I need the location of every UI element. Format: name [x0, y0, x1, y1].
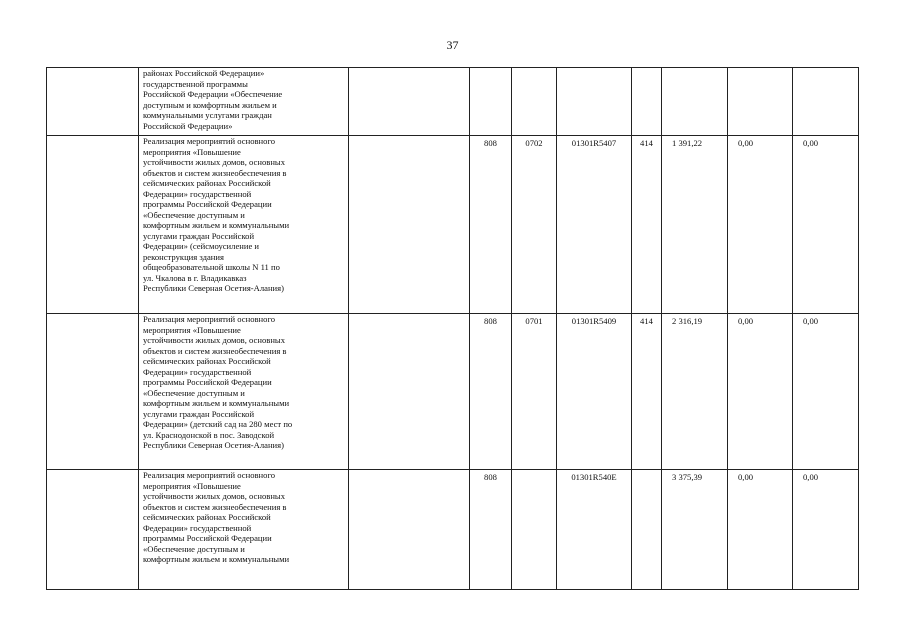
- cell-blank: [47, 136, 139, 314]
- cell-amount-2: [728, 68, 793, 136]
- description-line: «Обеспечение доступным и: [143, 543, 245, 554]
- description-line: услугами граждан Российской: [143, 230, 255, 241]
- description-line: реконструкция здания: [143, 251, 224, 262]
- description-line: сейсмических районах Российской: [143, 356, 271, 366]
- description-line: Реализация мероприятий основного: [143, 314, 276, 324]
- description-line: государственной программы: [143, 78, 248, 89]
- cell-target: [557, 68, 632, 136]
- description-line: комфортным жильем и коммунальными: [143, 220, 290, 230]
- description-line: Федерации» государственной: [143, 366, 252, 377]
- description-line: районах Российской Федерации»: [143, 68, 265, 78]
- description-line: мероприятия «Повышение: [143, 480, 241, 491]
- table-row: [47, 136, 859, 314]
- description-line: Реализация мероприятий основного: [143, 136, 276, 146]
- cell-amount-2: 0,00: [728, 314, 793, 470]
- description-line: Федерации» государственной: [143, 522, 252, 533]
- description-line: Российской Федерации»: [143, 120, 233, 131]
- cell-section: [512, 68, 557, 136]
- cell-description: [139, 68, 349, 136]
- table-row: [47, 470, 859, 590]
- budget-table: [46, 67, 859, 590]
- cell-amount-3: 0,00: [793, 314, 859, 470]
- description-line: общеобразовательной школы N 11 по: [143, 262, 280, 272]
- cell-col2: [349, 68, 470, 136]
- cell-type: 414: [632, 314, 662, 470]
- cell-col2: [349, 314, 470, 470]
- description-line: Федерации» государственной: [143, 188, 252, 199]
- description-line: программы Российской Федерации: [143, 533, 272, 543]
- cell-type: 414: [632, 136, 662, 314]
- description-line: программы Российской Федерации: [143, 199, 272, 209]
- table-body: [47, 68, 859, 590]
- cell-col2: [349, 136, 470, 314]
- description-line: доступным и комфортным жильем и: [143, 99, 277, 110]
- description-line: «Обеспечение доступным и: [143, 209, 245, 220]
- description-line: Российской Федерации «Обеспечение: [143, 89, 283, 99]
- cell-amount-3: 0,00: [793, 470, 859, 590]
- cell-ministry: 808: [470, 314, 512, 470]
- page-number: 37: [446, 38, 459, 52]
- cell-ministry: [470, 68, 512, 136]
- description-line: объектов и систем жизнеобеспечения в: [143, 167, 287, 178]
- description-line: Федерации» (детский сад на 280 мест по: [143, 419, 293, 429]
- description-line: устойчивости жилых домов, основных: [143, 157, 285, 167]
- cell-target: 01301R5409: [557, 314, 632, 470]
- description-line: мероприятия «Повышение: [143, 146, 241, 157]
- table-row: [47, 68, 859, 136]
- description-line: Федерации» (сейсмоусиление и: [143, 241, 260, 251]
- description-line: устойчивости жилых домов, основных: [143, 491, 285, 501]
- description-line: «Обеспечение доступным и: [143, 387, 245, 398]
- description-line: комфортным жильем и коммунальными: [143, 398, 290, 408]
- description-line: комфортным жильем и коммунальными: [143, 554, 290, 564]
- cell-amount-1: 1 391,22: [662, 136, 728, 314]
- cell-amount-3: 0,00: [793, 136, 859, 314]
- description-line: коммунальными услугами граждан: [143, 110, 272, 120]
- description-line: устойчивости жилых домов, основных: [143, 335, 285, 345]
- cell-amount-2: 0,00: [728, 470, 793, 590]
- cell-amount-2: 0,00: [728, 136, 793, 314]
- cell-type: [632, 470, 662, 590]
- description-line: объектов и систем жизнеобеспечения в: [143, 501, 287, 512]
- cell-ministry: 808: [470, 136, 512, 314]
- cell-description: [139, 314, 349, 470]
- description-line: сейсмических районах Российской: [143, 512, 271, 522]
- description-line: ул. Краснодонской в пос. Заводской: [143, 429, 275, 440]
- cell-blank: [47, 68, 139, 136]
- cell-col2: [349, 470, 470, 590]
- cell-ministry: 808: [470, 470, 512, 590]
- cell-section: 0701: [512, 314, 557, 470]
- cell-description: [139, 136, 349, 314]
- description-line: Реализация мероприятий основного: [143, 470, 276, 480]
- cell-description: [139, 470, 349, 590]
- cell-section: [512, 470, 557, 590]
- cell-amount-1: [662, 68, 728, 136]
- cell-amount-1: 2 316,19: [662, 314, 728, 470]
- cell-type: [632, 68, 662, 136]
- description-line: ул. Чкалова в г. Владикавказ: [143, 272, 247, 283]
- description-line: объектов и систем жизнеобеспечения в: [143, 345, 287, 356]
- cell-amount-1: 3 375,39: [662, 470, 728, 590]
- cell-target: 01301R5407: [557, 136, 632, 314]
- table-row: [47, 314, 859, 470]
- cell-section: 0702: [512, 136, 557, 314]
- cell-blank: [47, 470, 139, 590]
- cell-amount-3: [793, 68, 859, 136]
- description-line: программы Российской Федерации: [143, 377, 272, 387]
- description-line: мероприятия «Повышение: [143, 324, 241, 335]
- cell-target: 01301R540E: [557, 470, 632, 590]
- description-line: услугами граждан Российской: [143, 408, 255, 419]
- description-line: Республики Северная Осетия-Алания): [143, 283, 284, 293]
- description-line: Республики Северная Осетия-Алания): [143, 440, 284, 450]
- cell-blank: [47, 314, 139, 470]
- description-line: сейсмических районах Российской: [143, 178, 271, 188]
